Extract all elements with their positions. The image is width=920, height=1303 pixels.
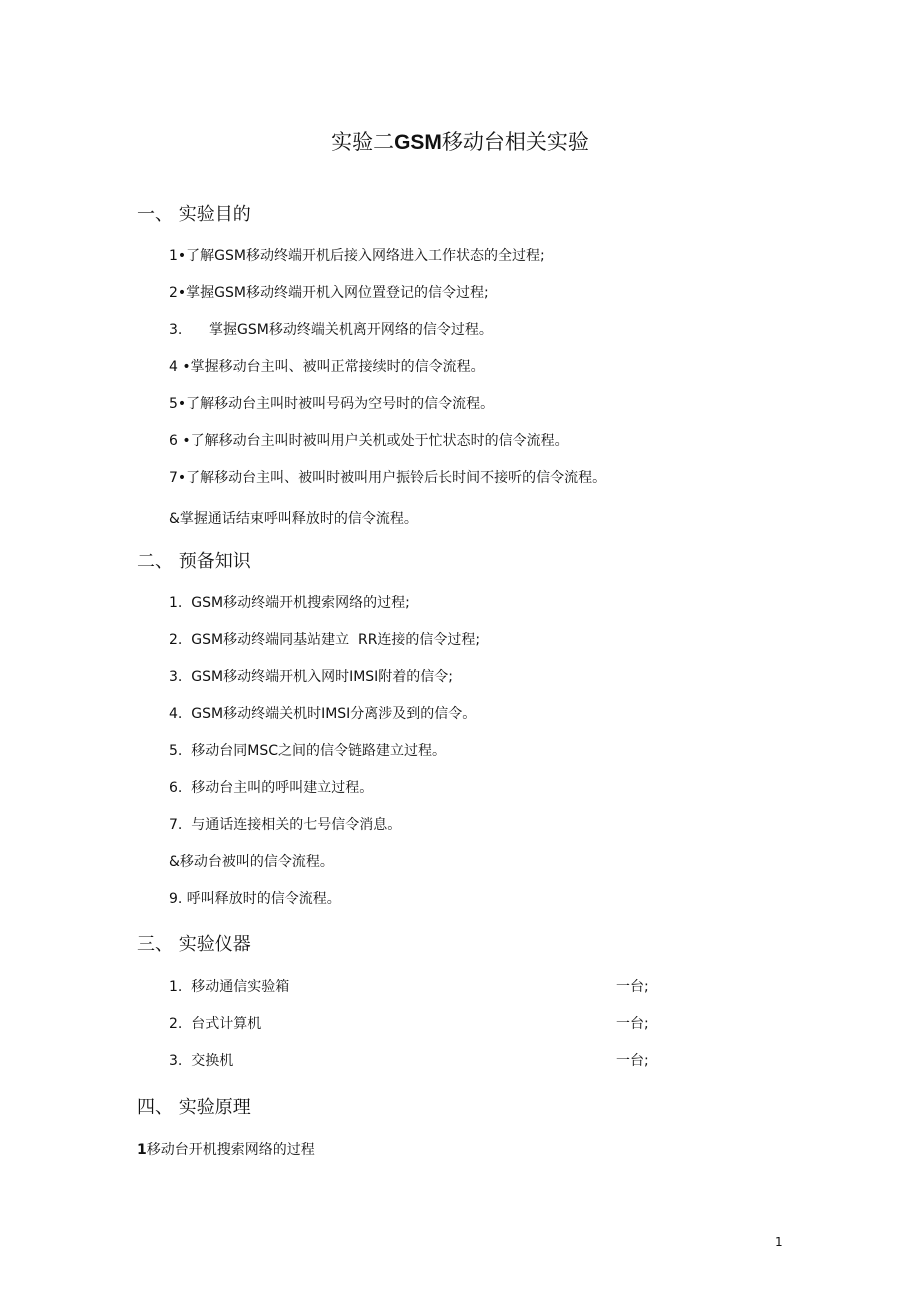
list-item: 7. 与通话连接相关的七号信令消息。 [169, 817, 402, 833]
list-item: 7•了解移动台主叫、被叫时被叫用户振铃后长时间不接听的信令流程。 [169, 470, 607, 486]
instrument-qty: 一台; [616, 1053, 649, 1069]
instrument-qty: 一台; [616, 1016, 649, 1032]
title-prefix: 实验二 [331, 130, 395, 154]
section-heading-objectives: 一、 实验目的 [137, 204, 251, 225]
subsection-text: 移动台开机搜索网络的过程 [146, 1142, 315, 1158]
instrument-qty: 一台; [616, 979, 649, 995]
title-latin: GSM [394, 131, 442, 154]
list-item: &移动台被叫的信令流程。 [169, 854, 334, 870]
page-title [0, 126, 920, 156]
list-item: 3. 掌握GSM移动终端关机离开网络的信令过程。 [169, 322, 493, 338]
subsection-number: 1 [137, 1142, 147, 1158]
section-heading-instruments: 三、 实验仪器 [137, 934, 251, 955]
subsection-heading [137, 1139, 315, 1159]
list-item: 3. GSM移动终端开机入网时IMSI附着的信令; [169, 669, 454, 685]
list-item: 1•了解GSM移动终端开机后接入网络进入工作状态的全过程; [169, 248, 545, 264]
list-item: 6. 移动台主叫的呼叫建立过程。 [169, 780, 374, 796]
list-item: 4 •掌握移动台主叫、被叫正常接续时的信令流程。 [169, 359, 485, 375]
instrument-name: 3. 交换机 [169, 1053, 234, 1069]
instrument-name: 2. 台式计算机 [169, 1016, 262, 1032]
section-heading-prerequisites: 二、 预备知识 [137, 551, 251, 572]
list-item: 2•掌握GSM移动终端开机入网位置登记的信令过程; [169, 285, 489, 301]
list-item: 5•了解移动台主叫时被叫号码为空号时的信令流程。 [169, 396, 495, 412]
list-item: 9. 呼叫释放时的信令流程。 [169, 891, 341, 907]
instrument-name: 1. 移动通信实验箱 [169, 979, 290, 995]
list-item: 4. GSM移动终端关机时IMSI分离涉及到的信令。 [169, 706, 477, 722]
list-item: 6 •了解移动台主叫时被叫用户关机或处于忙状态时的信令流程。 [169, 433, 569, 449]
list-item: &掌握通话结束呼叫释放时的信令流程。 [169, 511, 418, 527]
section-heading-principles: 四、 实验原理 [137, 1097, 251, 1118]
title-suffix: 移动台相关实验 [441, 130, 589, 154]
page-number: 1 [775, 1235, 783, 1249]
list-item: 1. GSM移动终端开机搜索网络的过程; [169, 595, 410, 611]
list-item: 2. GSM移动终端同基站建立 RR连接的信令过程; [169, 632, 481, 648]
list-item: 5. 移动台同MSC之间的信令链路建立过程。 [169, 743, 446, 759]
